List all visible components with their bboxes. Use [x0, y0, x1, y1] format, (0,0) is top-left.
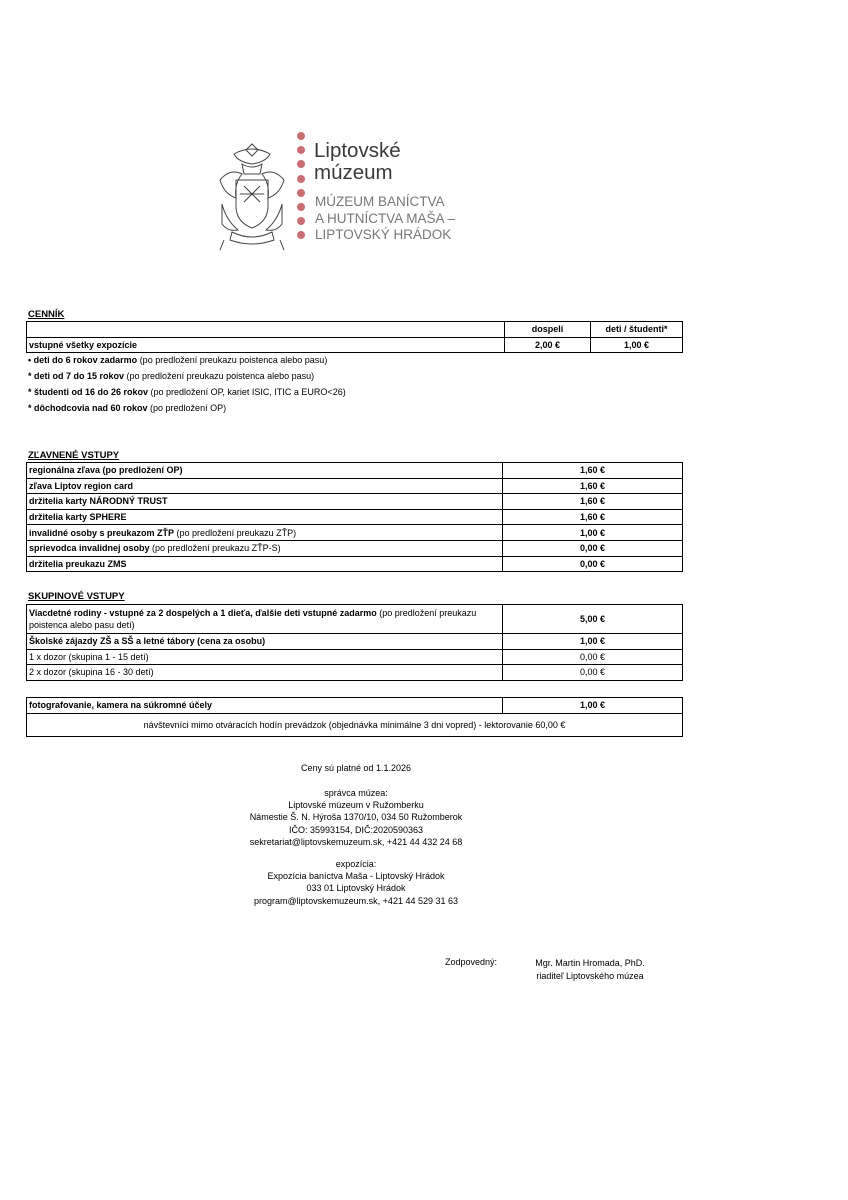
table-row: regionálna zľava (po predložení OP) 1,60 €	[27, 463, 683, 479]
table-row: sprievodca invalidnej osoby (po predložení preukazu ZŤP-S) 0,00 €	[27, 540, 683, 556]
children-price: 1,00 €	[591, 337, 683, 353]
table-row: návštevníci mimo otváracích hodín prevádzok (objednávka minimálne 3 dni vopred) - lektorovanie 60,00 €	[27, 713, 683, 736]
exposition-block: expozícia: Expozícia baníctva Maša - Liptovský Hrádok 033 01 Liptovský Hrádok program@liptovskemuzeum.sk, +421 44 529 31 63	[254, 859, 458, 906]
table-row: zľava Liptov region card 1,60 €	[27, 478, 683, 494]
decorative-dots	[297, 132, 307, 246]
signature-label: Zodpovedný:	[445, 957, 498, 967]
signature-block	[528, 957, 652, 982]
table-row: fotografovanie, kamera na súkromné účely 1,00 €	[27, 698, 683, 714]
table-row: 2 x dozor (skupina 16 - 30 detí) 0,00 €	[27, 665, 683, 681]
column-header-children: deti / študenti*	[591, 322, 683, 338]
table-row	[27, 337, 683, 353]
table-row: držitelia preukazu ZMS 0,00 €	[27, 556, 683, 572]
note-item: * študenti od 16 do 26 rokov (po predložení OP, kariet ISIC, ITIC a EURO<26)	[28, 387, 346, 397]
photo-table	[26, 697, 683, 737]
museum-logo	[214, 128, 474, 256]
table-row: Viacdetné rodiny - vstupné za 2 dospelých a 1 dieťa, ďalšie deti vstupné zadarmo (po predložení preukazu poistenca alebo pasu detí) 5,00 €	[27, 605, 683, 634]
discounts-table	[26, 462, 683, 572]
museum-subtitle: MÚZEUM BANÍCTVA A HUTNÍCTVA MAŠA – LIPTOVSKÝ HRÁDOK	[315, 194, 456, 242]
groups-title: SKUPINOVÉ VSTUPY	[28, 591, 125, 602]
table-row: Školské zájazdy ZŠ a SŠ a letné tábory (cena za osobu) 1,00 €	[27, 634, 683, 650]
table-row: 1 x dozor (skupina 1 - 15 detí) 0,00 €	[27, 649, 683, 665]
coat-of-arms-emblem	[214, 140, 290, 252]
note-item: * deti od 7 do 15 rokov (po predložení preukazu poistenca alebo pasu)	[28, 371, 315, 381]
table-row	[27, 322, 683, 338]
column-header-adults: dospelí	[505, 322, 591, 338]
admin-block: správca múzea: Liptovské múzeum v Ružomberku Námestie Š. N. Hýroša 1370/10, 034 50 Ružomberok IČO: 35993154, DIČ:2020590363 sekretariat@liptovskemuzeum.sk, +421 44 432 24 68	[249, 788, 463, 847]
table-row: držitelia karty SPHERE 1,60 €	[27, 509, 683, 525]
adults-price: 2,00 €	[505, 337, 591, 353]
discounts-title: ZĽAVNENÉ VSTUPY	[28, 450, 120, 461]
museum-name: Liptovské múzeum	[314, 139, 401, 184]
signature-name: Mgr. Martin Hromada, PhD.	[535, 958, 645, 968]
table-row: držitelia karty NÁRODNÝ TRUST 1,60 €	[27, 494, 683, 510]
signature-role: riaditeľ Liptovského múzea	[536, 970, 644, 981]
pricelist-title: CENNÍK	[28, 309, 65, 320]
pricelist-notes	[28, 352, 346, 416]
groups-table	[26, 604, 683, 681]
note-item: * dôchodcovia nad 60 rokov (po predložení OP)	[28, 403, 227, 413]
validity-note: Ceny sú platné od 1.1.2026	[300, 763, 412, 773]
row-label: vstupné všetky expozície	[27, 337, 505, 353]
pricelist-table	[26, 321, 683, 353]
note-item: • deti do 6 rokov zadarmo (po predložení preukazu poistenca alebo pasu)	[28, 355, 328, 365]
table-row: invalidné osoby s preukazom ZŤP (po predložení preukazu ZŤP) 1,00 €	[27, 525, 683, 541]
